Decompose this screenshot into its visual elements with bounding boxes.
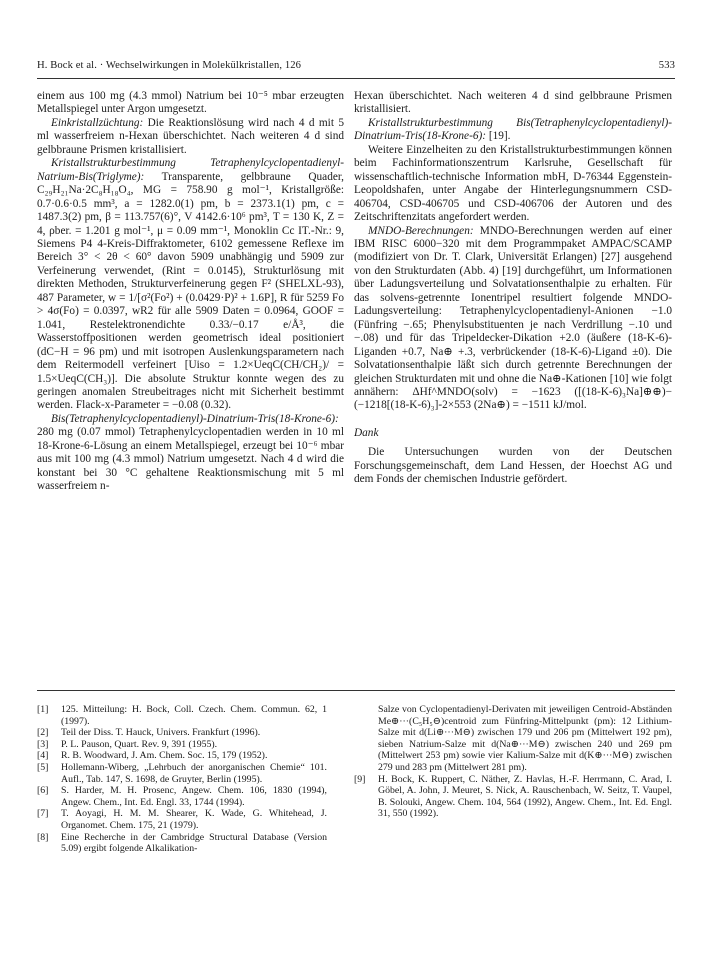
right-column xyxy=(354,90,672,487)
reference-item xyxy=(37,750,327,762)
reference-number: [2] xyxy=(37,727,49,739)
left-column xyxy=(37,90,344,494)
reference-item xyxy=(354,704,672,774)
section-label: Kristallstrukturbestimmung Bis(Tetraphenylcyclopentadienyl)-Dinatrium-Tris(18-Krone-6): xyxy=(354,116,672,143)
references-rule xyxy=(37,690,675,691)
reference-item xyxy=(37,832,327,855)
reference-item xyxy=(37,808,327,831)
section-label: MNDO-Berechnungen: xyxy=(368,224,474,237)
reference-number xyxy=(354,704,378,774)
paragraph-structure-determination-2 xyxy=(354,117,672,144)
references-right xyxy=(354,704,672,820)
paragraph-continuation: Hexan überschichtet. Nach weiteren 4 d sind gelbbraune Prismen kristallisiert. xyxy=(354,90,672,116)
section-label: Einkristallzüchtung: xyxy=(51,116,144,129)
reference-text: Teil der Diss. T. Hauck, Univers. Frankfurt (1996). xyxy=(61,727,261,739)
reference-number: [4] xyxy=(37,750,49,762)
running-header xyxy=(37,60,675,76)
reference-number: [6] xyxy=(37,785,49,797)
paragraph-mndo xyxy=(354,225,672,413)
paragraph-body: [19]. xyxy=(486,130,511,143)
paragraph-synthesis-2 xyxy=(37,413,344,494)
paragraph-continuation: einem aus 100 mg (4.3 mmol) Natrium bei 10⁻⁵ mbar erzeugten Metallspiegel unter Argon umgesetzt. xyxy=(37,90,344,116)
paragraph-crystal-growth xyxy=(37,117,344,157)
header-rule xyxy=(37,78,675,79)
references-left xyxy=(37,704,327,855)
paragraph-structure-determination-1 xyxy=(37,157,344,413)
reference-number: [3] xyxy=(37,738,49,750)
reference-item xyxy=(37,704,327,727)
reference-item xyxy=(37,727,327,739)
reference-text: S. Harder, M. H. Prosenc, Angew. Chem. 106, 1830 (1994), Angew. Chem., Int. Ed. Engl. 33, 1744 (1994). xyxy=(61,785,327,808)
running-title: H. Bock et al. · Wechselwirkungen in Molekülkristallen, 126 xyxy=(37,60,302,71)
page-number: 533 xyxy=(658,60,675,71)
reference-text: Hollemann-Wiberg, „Lehrbuch der anorganischen Chemie“ 101. Aufl., Tab. 147, S. 1698, de Gruyter, Berlin (1995). xyxy=(61,761,327,785)
reference-item xyxy=(37,739,327,751)
reference-number: [5] xyxy=(37,761,49,773)
reference-text: 125. Mitteilung: H. Bock, Coll. Czech. Chem. Commun. 62, 1 (1997). xyxy=(61,704,327,727)
reference-number: [1] xyxy=(37,704,49,715)
reference-text: R. B. Woodward, J. Am. Chem. Soc. 15, 179 (1952). xyxy=(61,750,268,762)
reference-text: P. L. Pauson, Quart. Rev. 9, 391 (1955). xyxy=(61,738,218,750)
reference-text: T. Aoyagi, H. M. M. Shearer, K. Wade, G. Whitehead, J. Organomet. Chem. 175, 21 (1979). xyxy=(61,808,327,831)
reference-text: Salze von Cyclopentadienyl-Derivaten mit jeweiligen Centroid-Abständen Me⊕···(C₅H₅⊖)centroid zum Fünfring-Mittelpunkt (pm): 12 Lithium-Salze mit d(Li⊕···M⊖) zwischen 179 und 206 pm (Mittelwert 192 pm), sieben Natrium-Salze mit d(Na⊕···M⊖) zwischen 240 und 269 pm (Mittelwert 253 pm) sowie vier Kalium-Salze mit d(K⊕···M⊖) zwischen 279 und 283 pm (Mittelwert 281 pm). xyxy=(378,704,672,773)
reference-text: H. Bock, K. Ruppert, C. Näther, Z. Havlas, H.-F. Herrmann, C. Arad, I. Göbel, A. John, J. Meuret, S. Nick, A. Rauschenbach, W. Seitz, T. Vaupel, B. Solouki, Angew. Chem. 104, 564 (1992), Angew. Chem., Int. Ed. Engl. 31, 550 (1992). xyxy=(378,773,672,820)
section-label: Bis(Tetraphenylcyclopentadienyl)-Dinatrium-Tris(18-Krone-6): xyxy=(51,412,339,425)
reference-item xyxy=(354,774,672,820)
acknowledgement-body: Die Untersuchungen wurden von der Deutschen Forschungsgemeinschaft, dem Land Hessen, der Hoechst AG und dem Fonds der chemischen Industrie gefördert. xyxy=(354,446,672,486)
reference-number: [7] xyxy=(37,808,49,820)
reference-item xyxy=(37,762,327,785)
paragraph-deposition: Weitere Einzelheiten zu den Kristallstrukturbestimmungen können beim Fachinformationszentrum Karlsruhe, Gesellschaft für wissenschaftlich-technische Information mbH, D-76344 Eggenstein-Leopoldshafen, unter Angabe der Hinterlegungsnummern CSD-406704, CSD-406705 und CSD-406706 der Autoren und des Zeitschriftenzitats angefordert werden. xyxy=(354,143,672,224)
paragraph-body: Die Reaktionslösung wird nach 4 d mit 5 ml wasserfreiem n-Hexan überschichtet. Nach weiteren 4 d sind gelbbraune Prismen kristallisiert. xyxy=(37,116,344,156)
reference-number: [9] xyxy=(354,773,366,785)
acknowledgement-heading: Dank xyxy=(354,426,379,439)
section-label: Kristallstrukturbestimmung Tetraphenylcyclopentadienyl-Natrium-Bis(Triglyme): xyxy=(37,157,344,183)
paragraph-body: MNDO-Berechnungen werden auf einer IBM RISC 6000−320 mit dem Programmpaket AMPAC/SCAMP (modifiziert von Dr. T. Clark, Universität Erlangen) [27] ausgehend von den Strukturdaten (Abb. 4) [19] durchgeführt, um Informationen über Ladungsverteilung und Solvatationsenthalpie zu erhalten. Für das solvens-getrennte Ionentripel resultiert folgende MNDO-Ladungsverteilung: Tetraphenylcyclopentadienyl-Anionen −1.0 (Fünfring −.65; Phenylsubstituenten je nach Verdrillung −.10 und −.08) und für das Tripeldecker-Dikation +2.0 (äußere (18-K-6)-Liganden +0.7, Na⊕ +.3, verbrückender (18-K-6)-Ligand ±0). Die Solvatationsenthalpie läßt sich durch getrennte Berechnungen der gleichen Strukturdaten mit und ohne die Na⊕-Kationen [10] wie folgt annähern: ΔHf^MNDO(solv) = −1623 ([(18-K-6)₃Na]⊕⊕)−(−1218[(18-K-6)₃]-2×553 (2Na⊕) = −1511 kJ/mol. xyxy=(354,224,672,412)
reference-text: Eine Recherche in der Cambridge Structural Database (Version 5.09) ergibt folgende Alkalikation- xyxy=(61,831,327,855)
reference-number: [8] xyxy=(37,831,49,843)
reference-item xyxy=(37,785,327,808)
paragraph-body: 280 mg (0.07 mmol) Tetraphenylcyclopentadien werden in 10 ml 18-Krone-6-Lösung an einem Metallspiegel, erzeugt bei 10⁻⁶ mbar aus mit 100 mg (4.3 mmol) Natrium umgesetzt. Nach 4 d wird die konstant bei 30 °C gehaltene Reaktionsmischung mit 5 ml wasserfreiem n- xyxy=(37,426,344,493)
paragraph-body: Transparente, gelbbraune Quader, C₂₉H₂₁Na·2C₈H₁₈O₄, MG = 758.90 g mol⁻¹, Kristallgröße: 0.7·0.6·0.5 mm³, a = 1282.0(1) pm, b = 2373.1(1) pm, c = 1487.3(2) pm, β = 113.757(6)°, V 4142.6·10⁶ pm³, T = 130 K, Z = 4, ρber. = 1.201 g mol⁻¹, μ = 0.09 mm⁻¹, Monoklin Cc IT.-Nr.: 9, Siemens P4 4-Kreis-Diffraktometer, 6102 gemessene Reflexe im Bereich 3° < 2θ < 60° davon 5909 unabhängig und 5909 zur Verfeinerung verwendet, (Rint = 0.0145), Strukturlösung mit direkten Methoden, Strukturverfeinerung gegen F² (SHELXL-93), 487 Parameter, w = 1/[σ²(Fo²) + (0.0429·P)² + 1.6P], R für 5259 Fo > 4σ(Fo) = 0.0397, wR2 für alle 5909 Daten = 0.0964, GOOF = 1.041, Restelektronendichte 0.33/−0.17 e/Å³, die Wasserstoffpositionen werden geometrisch ideal positioniert (dC−H = 96 pm) und mit isotropen Auslenkungsparametern nach dem Reitermodell verfeinert [Uiso = 1.2×UeqC(CH/CH₂)/ = 1.5×UeqC(CH₃)]. Die absolute Struktur konnte wegen des zu geringen anomalen Streubeitrages nicht mit Sicherheit bestimmt werden. Flack-x-Parameter = −0.08 (0.32). xyxy=(37,170,344,412)
